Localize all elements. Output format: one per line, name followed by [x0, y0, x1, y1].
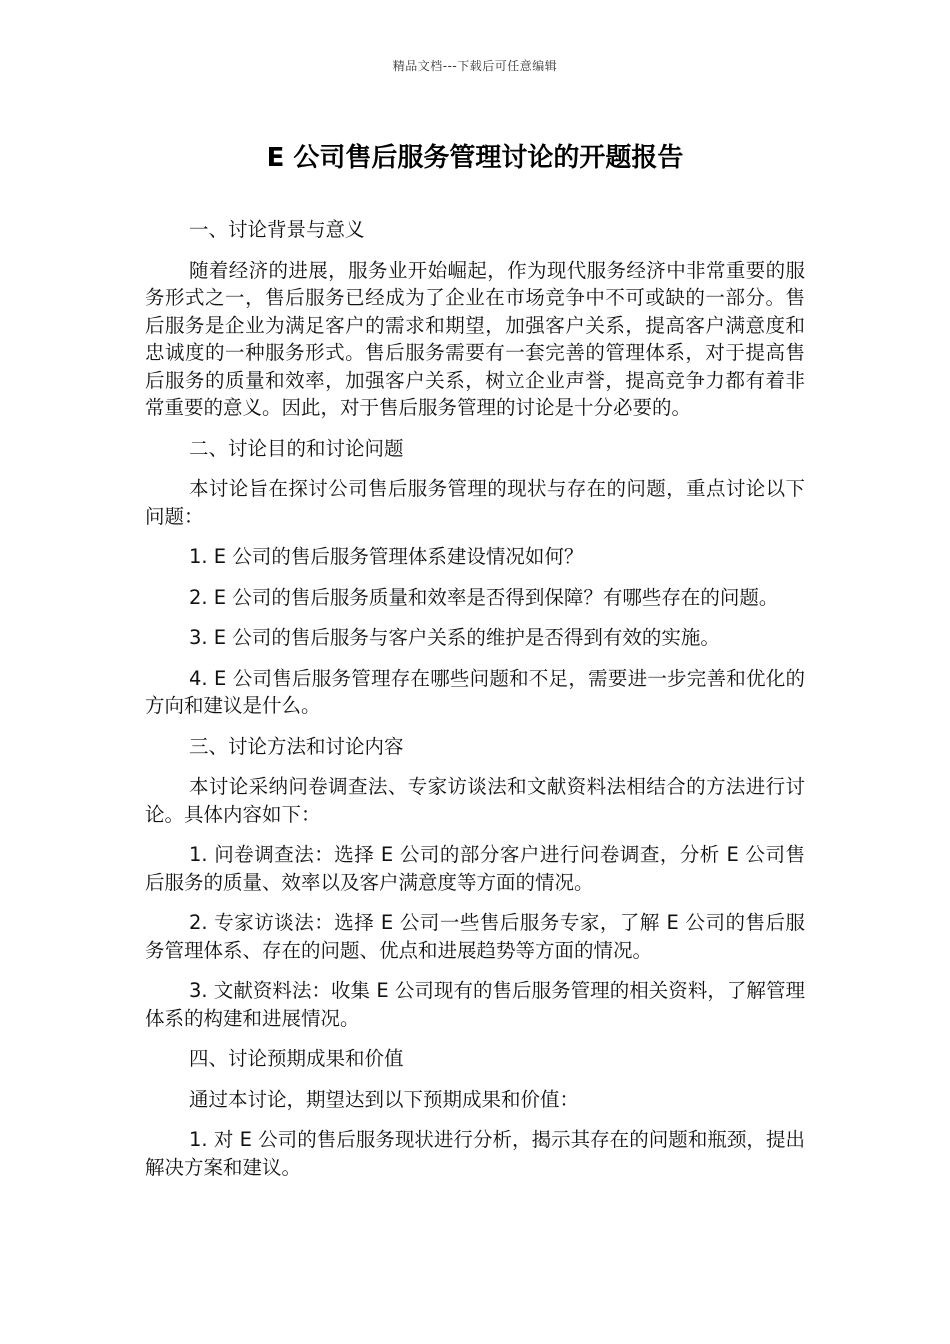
question-item-3: 3. E 公司的售后服务与客户关系的维护是否得到有效的实施。 — [189, 626, 720, 649]
method-item-2: 2. 专家访谈法：选择 E 公司一些售后服务专家，了解 E 公司的售后服务管理体系、存在的问题、优点和进展趋势等方面的情况。 — [145, 911, 805, 962]
method-item-1: 1. 问卷调查法：选择 E 公司的部分客户进行问卷调查，分析 E 公司售后服务的质量、效率以及客户满意度等方面的情况。 — [145, 843, 805, 894]
document-body — [145, 216, 805, 1194]
section-heading-method: 三、讨论方法和讨论内容 — [189, 734, 404, 758]
section-heading-outcomes: 四、讨论预期成果和价值 — [189, 1047, 404, 1070]
header-note: 精品文档---下载后可任意编辑 — [392, 59, 558, 73]
paragraph-outcomes-intro: 通过本讨论，期望达到以下预期成果和价值： — [189, 1087, 580, 1111]
paragraph-background: 随着经济的进展，服务业开始崛起，作为现代服务经济中非常重要的服务形式之一，售后服务已经成为了企业在市场竞争中不可或缺的一部分。售后服务是企业为满足客户的需求和期望，加强客户关系，提高客户满意度和忠诚度的一种服务形式。售后服务需要有一套完善的管理体系，对于提高售后服务的质量和效率，加强客户关系，树立企业声誉，提高竞争力都有着非常重要的意义。因此，对于售后服务管理的讨论是十分必要的。 — [145, 258, 805, 419]
outcome-item-1: 1. 对 E 公司的售后服务现状进行分析，揭示其存在的问题和瓶颈，提出解决方案和建议。 — [145, 1128, 805, 1179]
question-item-2: 2. E 公司的售后服务质量和效率是否得到保障？有哪些存在的问题。 — [189, 585, 779, 609]
section-heading-purpose: 二、讨论目的和讨论问题 — [189, 436, 404, 460]
section-heading-background: 一、讨论背景与意义 — [189, 218, 365, 241]
paragraph-purpose-intro: 本讨论旨在探讨公司售后服务管理的现状与存在的问题，重点讨论以下问题： — [145, 477, 805, 528]
document-title: E 公司售后服务管理讨论的开题报告 — [266, 143, 684, 173]
paragraph-method-intro: 本讨论采纳问卷调查法、专家访谈法和文献资料法相结合的方法进行讨论。具体内容如下： — [145, 775, 805, 826]
method-item-3: 3. 文献资料法：收集 E 公司现有的售后服务管理的相关资料，了解管理体系的构建和进展情况。 — [145, 979, 805, 1030]
question-item-4: 4. E 公司售后服务管理存在哪些问题和不足，需要进一步完善和优化的方向和建议是什么。 — [145, 666, 805, 717]
question-item-1: 1. E 公司的售后服务管理体系建设情况如何？ — [189, 545, 584, 568]
